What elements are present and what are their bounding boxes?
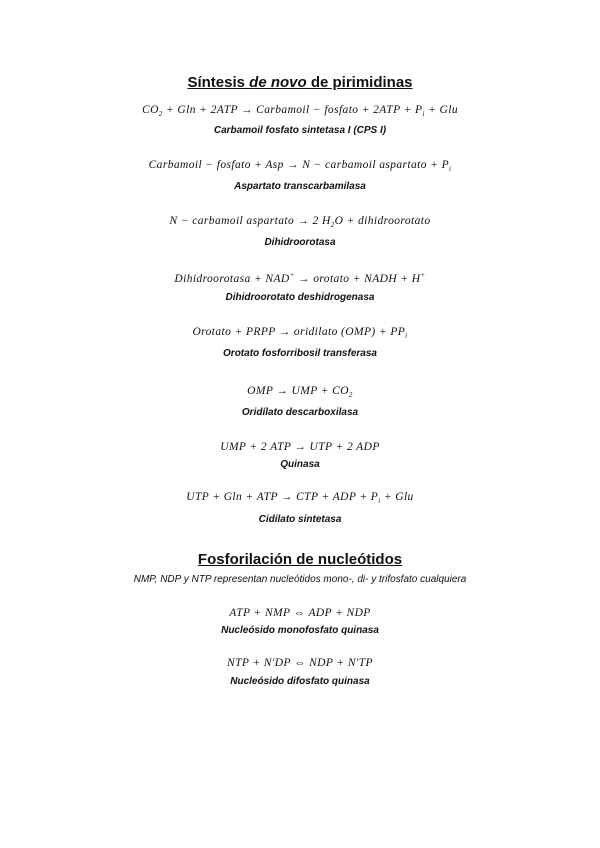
enzyme-label: Quinasa — [280, 459, 320, 470]
section-title-nucleotide-phosphorylation: Fosforilación de nucleótidos — [197, 551, 403, 568]
enzyme-label: Cidilato sintetasa — [258, 514, 342, 525]
equation-nmp-kinase: ATP + NMP ⇔ ADP + NDP — [229, 607, 371, 619]
section-title-pyrimidine-synthesis: Síntesis de novo de pirimidinas — [187, 74, 413, 91]
enzyme-label: Nucleósido monofosfato quinasa — [221, 625, 379, 636]
equation-ndp-kinase: NTP + N'DP ⇔ NDP + N'TP — [227, 657, 373, 669]
enzyme-label: Aspartato transcarbamilasa — [234, 181, 366, 192]
equation-dhodh: Dihidroorotasa + NAD+ → orotato + NADH + H+ — [174, 271, 426, 285]
equation-atcase: Carbamoil − fosfato + Asp → N − carbamoil aspartato + $P_i$ — [148, 159, 452, 173]
equation-oprt: Orotato + PRPP → oridilato $(OMP) + PP_i$ — [192, 326, 408, 340]
enzyme-label: Orotato fosforribosil transferasa — [223, 348, 377, 359]
equation-ctp-synthetase: UTP + Gln + ATP → CTP + ADP + $P_i$ + Glu — [186, 491, 414, 505]
equation-kinase: UMP + 2 ATP → UTP + 2 ADP — [220, 441, 380, 453]
enzyme-label: Carbamoil fosfato sintetasa I (CPS I) — [213, 125, 387, 136]
enzyme-label: Nucleósido difosfato quinasa — [230, 676, 370, 687]
enzyme-label: Dihidroorotasa — [264, 237, 336, 248]
enzyme-label: Oridílato descarboxilasa — [241, 407, 359, 418]
equation-dihydroorotase: N − carbamoil aspartato → 2 $H_2O$ + dihidroorotato — [169, 215, 431, 229]
equation-omp-decarboxylase: OMP → UMP + $CO_2$ — [247, 385, 353, 399]
equation-cps: $CO_2 + Gln + 2ATP$ → Carbamoil − fosfato + $2ATP + P_i$ + Glu — [142, 104, 458, 118]
enzyme-label: Dihidroorotato deshidrogenasa — [225, 292, 375, 303]
section-note: NMP, NDP y NTP representan nucleótidos mono-, di- y trifosfato cualquiera — [133, 574, 467, 585]
